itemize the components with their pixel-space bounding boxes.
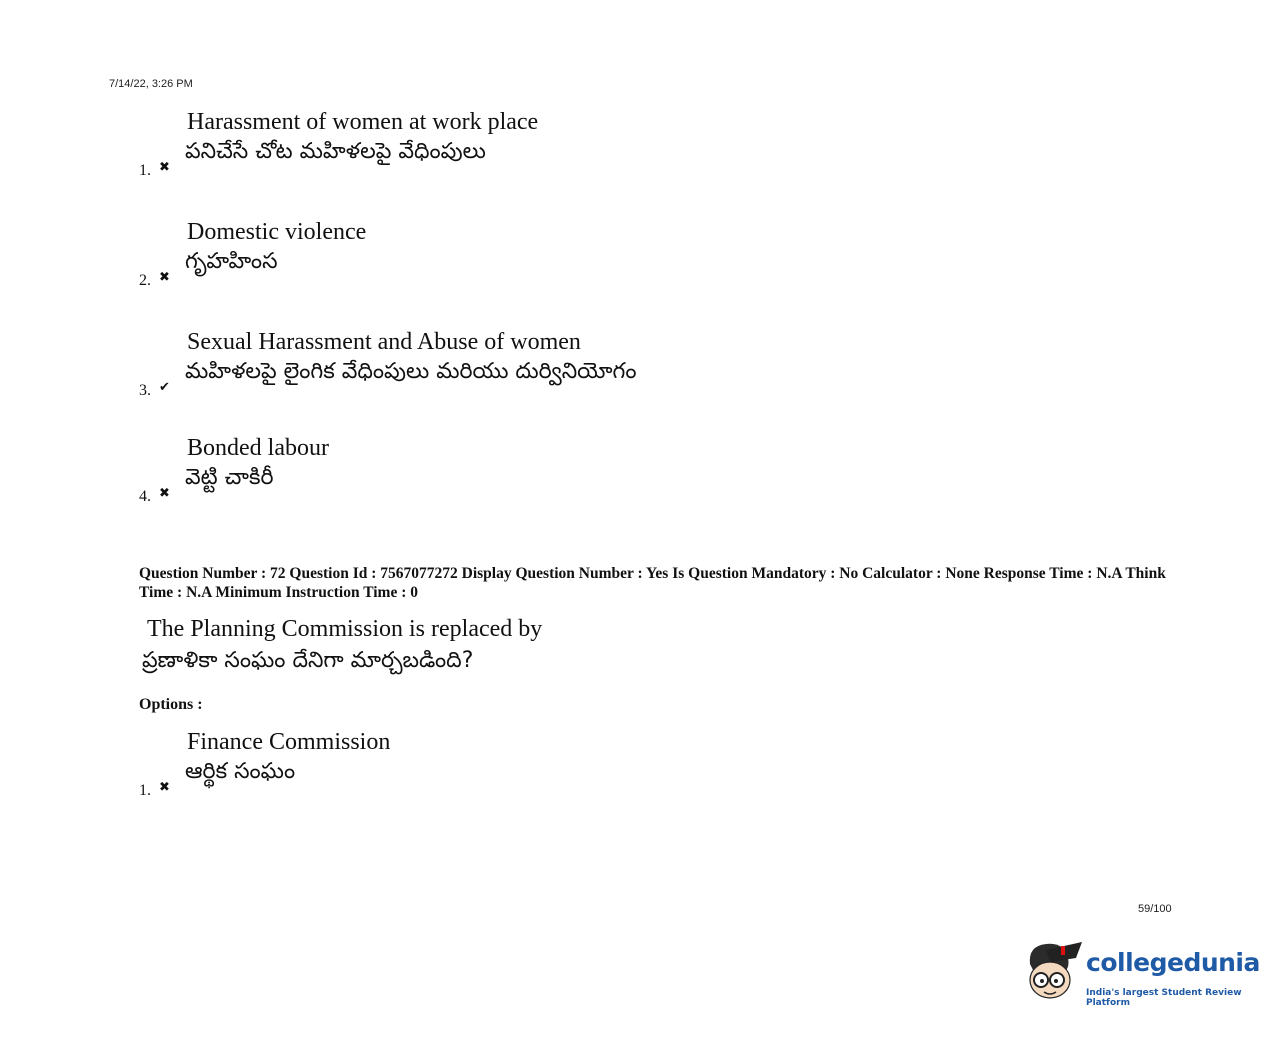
check-icon: ✔	[159, 380, 170, 395]
option-number: 4.	[139, 488, 151, 505]
option-1	[139, 728, 839, 818]
print-timestamp: 7/14/22, 3:26 PM	[109, 78, 193, 90]
option-1	[139, 108, 839, 198]
option-text-en: Finance Commission	[187, 729, 391, 755]
option-text-en: Sexual Harassment and Abuse of women	[187, 329, 581, 355]
question-metadata: Question Number : 72 Question Id : 7567077272 Display Question Number : Yes Is Question Mandatory : No Calculator : None Response Time : N.A Think Time : N.A Minimum Instruction Time : 0	[139, 565, 1166, 601]
cross-icon: ✖	[159, 270, 170, 285]
logo-tagline: India's largest Student Review Platform	[1086, 988, 1242, 1008]
logo-wordmark: collegedunia	[1086, 948, 1260, 977]
option-3	[139, 328, 839, 418]
option-text-te: మహిళలపై లైంగిక వేధింపులు మరియు దుర్వినియోగం	[185, 359, 637, 384]
option-text-te: పనిచేసే చోట మహిళలపై వేధింపులు	[185, 139, 486, 164]
option-text-en: Bonded labour	[187, 435, 329, 461]
option-number: 1.	[139, 162, 151, 179]
option-text-en: Domestic violence	[187, 219, 367, 245]
option-4	[139, 434, 839, 524]
option-text-te: వెట్టి చాకిరీ	[185, 465, 274, 490]
option-number: 2.	[139, 272, 151, 289]
cross-icon: ✖	[159, 160, 170, 175]
question-text-te: ప్రణాళికా సంఘం దేనిగా మార్చబడింది?	[142, 648, 474, 673]
question-text-en: The Planning Commission is replaced by	[147, 616, 543, 642]
cross-icon: ✖	[159, 780, 170, 795]
option-text-te: ఆర్థిక సంఘం	[185, 759, 296, 784]
option-text-en: Harassment of women at work place	[187, 109, 539, 135]
option-number: 1.	[139, 782, 151, 799]
mascot-icon	[1024, 938, 1084, 1008]
page-number: 59/100	[1138, 903, 1172, 915]
option-text-te: గృహహింస	[185, 249, 278, 274]
collegedunia-logo	[1024, 938, 1264, 1008]
options-label: Options :	[139, 696, 203, 713]
option-number: 3.	[139, 382, 151, 399]
cross-icon: ✖	[159, 486, 170, 501]
option-2	[139, 218, 839, 308]
